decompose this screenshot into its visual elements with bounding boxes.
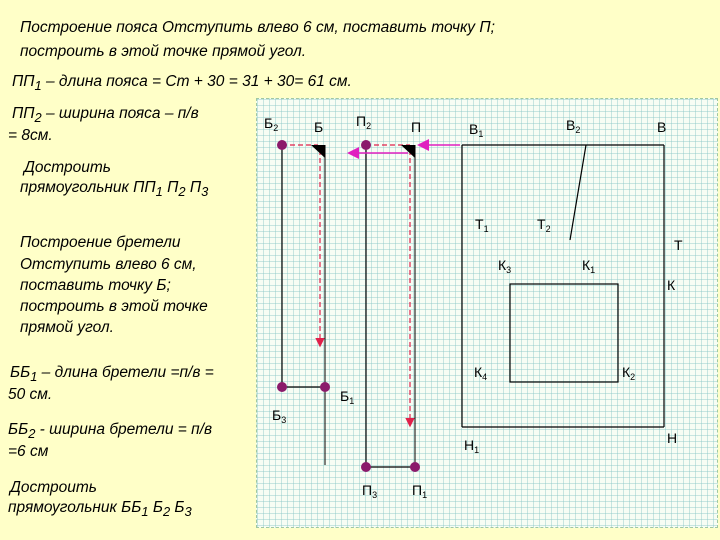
belt-width-value: = 8см. [8, 127, 53, 144]
point-b2 [277, 140, 287, 150]
point-p3 [361, 462, 371, 472]
strap-width-text: $ББ_2$ - ширина бретели = п/в [8, 421, 213, 442]
label-p: П [411, 119, 422, 135]
label-b3: $Б_3$ [272, 407, 287, 425]
label-p3: $П_3$ [362, 482, 378, 500]
complete-strap-line1: Достроить [10, 479, 97, 496]
label-p2: $П_2$ [356, 113, 372, 131]
label-n: Н [667, 430, 678, 446]
point-b1 [320, 382, 330, 392]
label-t1: $Т_1$ [475, 216, 489, 234]
label-p1: $П_1$ [412, 482, 428, 500]
label-v1: $В_1$ [469, 121, 484, 139]
rect-k [510, 284, 618, 382]
complete-belt-line1: Достроить [24, 159, 111, 176]
belt-title-line2: построить в этой точке прямой угол. [20, 43, 307, 60]
label-k2: $К_2$ [622, 364, 636, 382]
point-b3 [277, 382, 287, 392]
belt-length-text: $ПП_1$ – длина пояса = Ст + 30 = 31 + 30= 61 см. [12, 73, 352, 94]
label-b1: $Б_1$ [340, 388, 355, 406]
label-b: Б [314, 119, 324, 135]
complete-belt-line2: прямоугольник $ПП_1$ $П_2$ $П_3$ [20, 179, 209, 200]
strap-length-text: $ББ_1$ – длина бретели =п/в = [10, 364, 214, 385]
strap-line3: поставить точку Б; [20, 277, 171, 294]
label-k4: $К_4$ [474, 364, 488, 382]
right-angle-p [401, 145, 415, 158]
right-angle-b [311, 145, 325, 158]
strap-width-value: =6 см [8, 443, 49, 460]
label-v: В [657, 119, 667, 135]
strap-line5: прямой угол. [20, 319, 114, 336]
complete-strap-line2: прямоугольник $ББ_1$ $Б_2$ $Б_3$ [8, 499, 192, 520]
strap-line4: построить в этой точке [20, 298, 208, 315]
label-t: Т [674, 237, 683, 253]
label-n1: $Н_1$ [464, 437, 480, 455]
label-t2: $Т_2$ [537, 216, 551, 234]
label-k3: $К_3$ [498, 257, 512, 275]
point-p1 [410, 462, 420, 472]
label-v2: $В_2$ [566, 117, 581, 135]
strap-line2: Отступить влево 6 см, [20, 256, 197, 273]
line-v2-t2 [570, 145, 586, 240]
strap-length-value: 50 см. [8, 386, 53, 403]
label-b2: $Б_2$ [264, 115, 279, 133]
point-p2 [361, 140, 371, 150]
strap-line1: Построение бретели [20, 234, 181, 251]
belt-title-line1: Построение пояса Отступить влево 6 см, поставить точку П; [20, 19, 495, 36]
label-k: К [667, 277, 676, 293]
label-k1: $К_1$ [582, 257, 596, 275]
belt-width-text: $ПП_2$ – ширина пояса – п/в [12, 105, 199, 126]
